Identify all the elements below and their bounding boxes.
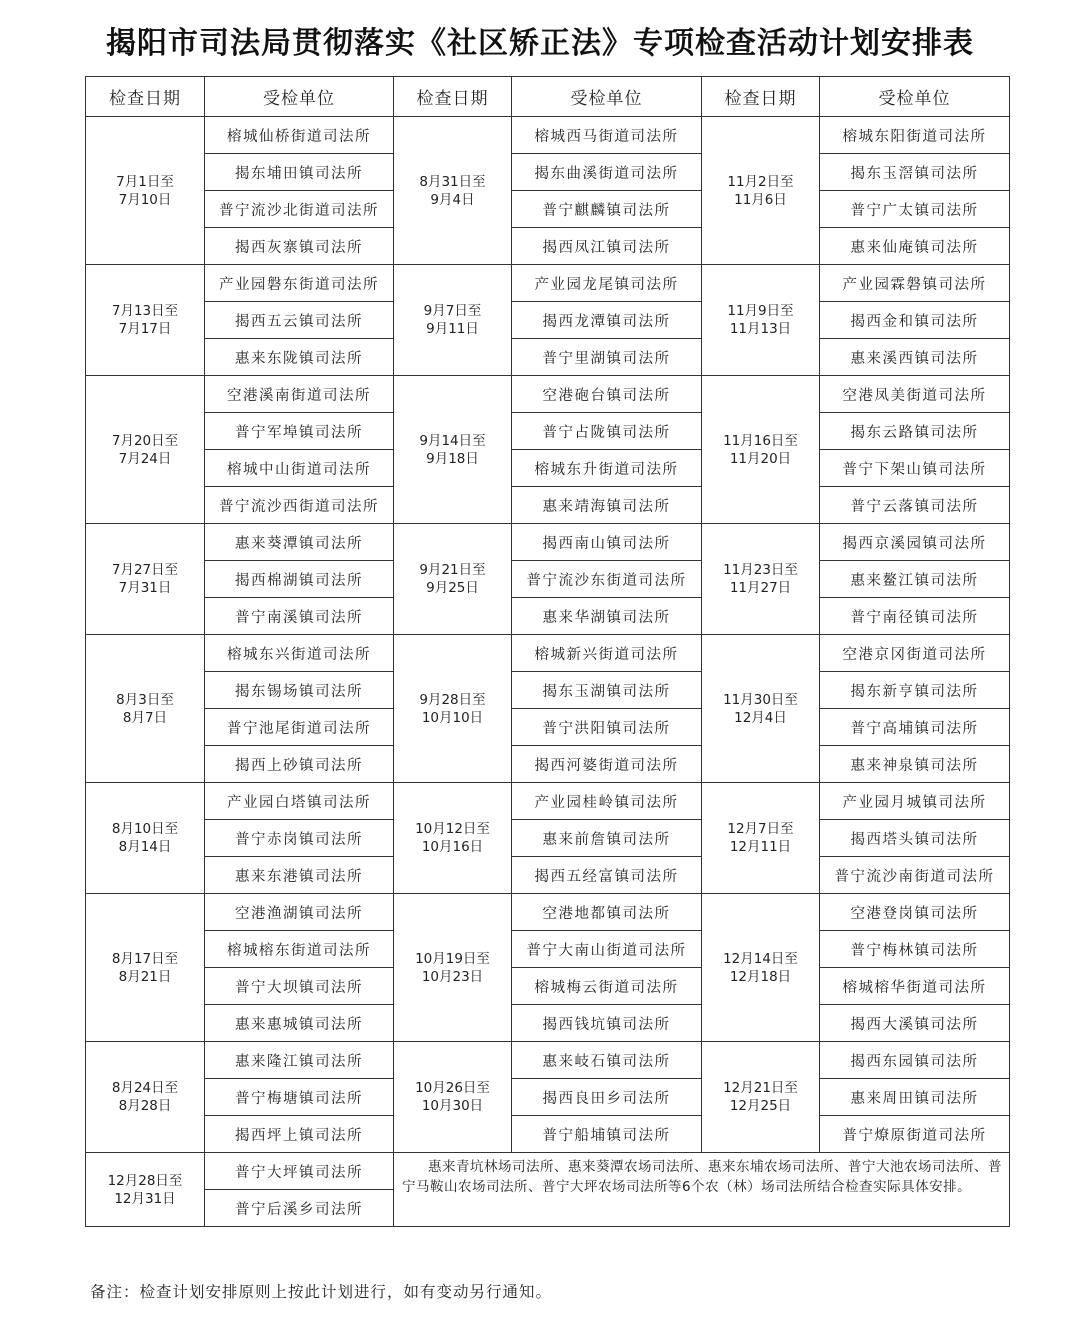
table-row	[86, 413, 1010, 450]
inspected-unit-cell: 普宁流沙南街道司法所	[820, 857, 1010, 894]
inspected-unit-cell: 揭西凤江镇司法所	[512, 228, 702, 265]
inspected-unit-cell: 揭西钱坑镇司法所	[512, 1005, 702, 1042]
header-inspected-unit: 受检单位	[820, 77, 1010, 117]
check-date-cell	[702, 376, 820, 524]
inspected-unit-cell: 普宁梅林镇司法所	[820, 931, 1010, 968]
inspected-unit-cell: 惠来葵潭镇司法所	[205, 524, 394, 561]
check-date-text: 9月11日	[426, 321, 479, 337]
header-inspected-unit: 受检单位	[205, 77, 394, 117]
check-date-text: 7月1日至	[116, 173, 174, 190]
check-date-text: 12月18日	[729, 968, 792, 985]
inspected-unit-cell: 空港地都镇司法所	[512, 894, 702, 931]
inspected-unit-cell: 普宁后溪乡司法所	[205, 1190, 394, 1227]
inspected-unit-cell: 揭西上砂镇司法所	[205, 746, 394, 783]
inspected-unit-cell: 惠来东港镇司法所	[205, 857, 394, 894]
check-date-cell	[86, 635, 205, 783]
check-date-text: 11月23日至	[723, 562, 798, 578]
table-row	[86, 709, 1010, 746]
table-row	[86, 635, 1010, 672]
schedule-body	[86, 117, 1010, 1227]
check-date-text: 8月21日	[118, 968, 172, 985]
inspected-unit-cell: 普宁高埔镇司法所	[820, 709, 1010, 746]
table-row	[86, 820, 1010, 857]
table-row	[86, 1042, 1010, 1079]
inspected-unit-cell: 惠来仙庵镇司法所	[820, 228, 1010, 265]
inspected-unit-cell: 榕城梅云街道司法所	[512, 968, 702, 1005]
table-row	[86, 598, 1010, 635]
inspected-unit-cell: 普宁流沙东街道司法所	[512, 561, 702, 598]
inspected-unit-cell: 榕城新兴街道司法所	[512, 635, 702, 672]
check-date-text: 8月17日至	[111, 950, 179, 967]
table-row	[86, 450, 1010, 487]
inspected-unit-cell: 揭西大溪镇司法所	[820, 1005, 1010, 1042]
inspected-unit-cell: 榕城东阳街道司法所	[820, 117, 1010, 154]
table-row	[86, 672, 1010, 709]
inspected-unit-cell: 揭东埔田镇司法所	[205, 154, 394, 191]
inspected-unit-cell: 惠来惠城镇司法所	[205, 1005, 394, 1042]
check-date-text: 10月30日	[421, 1098, 484, 1114]
table-row	[86, 524, 1010, 561]
check-date-text: 9月21日至	[419, 562, 486, 578]
footer-note: 备注：检查计划安排原则上按此计划进行，如有变动另行通知。	[90, 1283, 553, 1301]
inspected-unit-cell: 榕城西马街道司法所	[512, 117, 702, 154]
inspected-unit-cell: 普宁燎原街道司法所	[820, 1116, 1010, 1153]
table-row	[86, 339, 1010, 376]
check-date-text: 7月20日至	[111, 432, 179, 449]
inspected-unit-cell: 榕城东升街道司法所	[512, 450, 702, 487]
inspected-unit-cell: 空港砲台镇司法所	[512, 376, 702, 413]
page-title: 揭阳市司法局贯彻落实《社区矫正法》专项检查活动计划安排表	[106, 26, 974, 61]
inspected-unit-cell: 揭西龙潭镇司法所	[512, 302, 702, 339]
check-date-cell	[394, 265, 512, 376]
inspected-unit-cell: 普宁大坪镇司法所	[205, 1153, 394, 1190]
inspected-unit-cell: 普宁赤岗镇司法所	[205, 820, 394, 857]
inspected-unit-cell: 产业园白塔镇司法所	[205, 783, 394, 820]
check-date-cell	[86, 1042, 205, 1153]
check-date-text: 7月24日	[118, 450, 172, 467]
inspected-unit-cell: 空港渔湖镇司法所	[205, 894, 394, 931]
inspected-unit-cell: 普宁大南山街道司法所	[512, 931, 702, 968]
header-check-date: 检查日期	[86, 77, 205, 117]
check-date-text: 8月14日	[118, 839, 172, 855]
check-date-cell	[702, 894, 820, 1042]
check-date-text: 12月25日	[729, 1098, 792, 1114]
check-date-text: 7月27日至	[111, 562, 179, 578]
check-date-cell	[702, 524, 820, 635]
inspected-unit-cell: 揭东曲溪街道司法所	[512, 154, 702, 191]
check-date-cell	[702, 783, 820, 894]
check-date-cell	[86, 524, 205, 635]
check-date-text: 9月14日至	[419, 432, 486, 449]
inspected-unit-cell: 普宁广太镇司法所	[820, 191, 1010, 228]
inspected-unit-cell: 惠来东陇镇司法所	[205, 339, 394, 376]
inspected-unit-cell: 揭西河婆街道司法所	[512, 746, 702, 783]
inspected-unit-cell: 普宁大坝镇司法所	[205, 968, 394, 1005]
check-date-text: 10月12日至	[415, 821, 490, 837]
check-date-text: 12月14日至	[723, 950, 798, 967]
header-row	[86, 77, 1010, 117]
table-row	[86, 894, 1010, 931]
check-date-cell	[86, 894, 205, 1042]
table-row	[86, 154, 1010, 191]
inspected-unit-cell: 揭西五云镇司法所	[205, 302, 394, 339]
inspected-unit-cell: 普宁洪阳镇司法所	[512, 709, 702, 746]
inspected-unit-cell: 空港京冈街道司法所	[820, 635, 1010, 672]
check-date-text: 11月6日	[734, 191, 787, 208]
inspected-unit-cell: 揭西良田乡司法所	[512, 1079, 702, 1116]
check-date-cell	[86, 117, 205, 265]
table-row	[86, 117, 1010, 154]
check-date-text: 11月13日	[729, 321, 792, 337]
check-date-cell	[394, 117, 512, 265]
inspected-unit-cell: 揭西五经富镇司法所	[512, 857, 702, 894]
table-row	[86, 1153, 1010, 1190]
inspected-unit-cell: 揭西塔头镇司法所	[820, 820, 1010, 857]
table-row	[86, 228, 1010, 265]
check-date-text: 10月26日至	[415, 1080, 490, 1096]
check-date-text: 12月11日	[729, 839, 792, 855]
check-date-cell	[86, 783, 205, 894]
inspected-unit-cell: 普宁云落镇司法所	[820, 487, 1010, 524]
inspected-unit-cell: 普宁里湖镇司法所	[512, 339, 702, 376]
check-date-text: 8月24日至	[111, 1080, 179, 1096]
check-date-text: 7月10日	[118, 191, 172, 208]
inspected-unit-cell: 榕城仙桥街道司法所	[205, 117, 394, 154]
inspected-unit-cell: 揭西灰寨镇司法所	[205, 228, 394, 265]
check-date-text: 9月25日	[426, 580, 479, 596]
check-date-text: 10月23日	[421, 968, 484, 985]
check-date-cell	[394, 1042, 512, 1153]
check-date-cell	[86, 376, 205, 524]
check-date-text: 12月28日至	[107, 1172, 183, 1189]
inspected-unit-cell: 揭西坪上镇司法所	[205, 1116, 394, 1153]
check-date-text: 10月10日	[421, 709, 484, 726]
inspected-unit-cell: 空港溪南街道司法所	[205, 376, 394, 413]
check-date-cell	[394, 894, 512, 1042]
inspected-unit-cell: 产业园磐东街道司法所	[205, 265, 394, 302]
inspected-unit-cell: 空港登岗镇司法所	[820, 894, 1010, 931]
table-row	[86, 746, 1010, 783]
check-date-text: 12月7日至	[727, 821, 794, 837]
inspected-unit-cell: 普宁池尾街道司法所	[205, 709, 394, 746]
check-date-cell	[394, 635, 512, 783]
table-row	[86, 1005, 1010, 1042]
inspected-unit-cell: 榕城榕华街道司法所	[820, 968, 1010, 1005]
check-date-cell	[86, 265, 205, 376]
inspected-unit-cell: 揭东玉滘镇司法所	[820, 154, 1010, 191]
inspected-unit-cell: 惠来溪西镇司法所	[820, 339, 1010, 376]
check-date-text: 8月28日	[118, 1098, 172, 1114]
inspected-unit-cell: 空港凤美街道司法所	[820, 376, 1010, 413]
check-date-cell	[702, 117, 820, 265]
inspected-unit-cell: 普宁南溪镇司法所	[205, 598, 394, 635]
inspected-unit-cell: 惠来周田镇司法所	[820, 1079, 1010, 1116]
inspected-unit-cell: 揭西京溪园镇司法所	[820, 524, 1010, 561]
check-date-cell	[394, 783, 512, 894]
inspected-unit-cell: 榕城中山街道司法所	[205, 450, 394, 487]
table-row	[86, 968, 1010, 1005]
inspected-unit-cell: 产业园龙尾镇司法所	[512, 265, 702, 302]
inspected-unit-cell: 普宁军埠镇司法所	[205, 413, 394, 450]
table-row	[86, 1116, 1010, 1153]
inspected-unit-cell: 揭东新亨镇司法所	[820, 672, 1010, 709]
inspected-unit-cell: 揭西东园镇司法所	[820, 1042, 1010, 1079]
inspected-unit-cell: 揭西金和镇司法所	[820, 302, 1010, 339]
inspected-unit-cell: 惠来前詹镇司法所	[512, 820, 702, 857]
check-date-text: 12月4日	[734, 709, 787, 726]
inspected-unit-cell: 惠来神泉镇司法所	[820, 746, 1010, 783]
check-date-text: 11月30日至	[723, 691, 798, 708]
inspected-unit-cell: 普宁梅塘镇司法所	[205, 1079, 394, 1116]
farm-offices-note: 惠来青坑林场司法所、惠来葵潭农场司法所、惠来东埔农场司法所、普宁大池农场司法所、普宁马鞍山农场司法所、普宁大坪农场司法所等6个农（林）场司法所结合检查实际具体安排。	[394, 1153, 1010, 1227]
check-date-text: 12月31日	[114, 1190, 176, 1207]
table-row	[86, 561, 1010, 598]
table-row	[86, 487, 1010, 524]
check-date-text: 7月17日	[118, 321, 172, 337]
check-date-text: 8月10日至	[111, 821, 179, 837]
inspected-unit-cell: 普宁占陇镇司法所	[512, 413, 702, 450]
table-row	[86, 857, 1010, 894]
inspected-unit-cell: 惠来鳌江镇司法所	[820, 561, 1010, 598]
inspected-unit-cell: 普宁流沙北街道司法所	[205, 191, 394, 228]
table-row	[86, 302, 1010, 339]
check-date-text: 11月16日至	[723, 432, 798, 449]
check-date-text: 12月21日至	[723, 1080, 798, 1096]
inspected-unit-cell: 普宁船埔镇司法所	[512, 1116, 702, 1153]
table-row	[86, 931, 1010, 968]
header-check-date: 检查日期	[394, 77, 512, 117]
inspected-unit-cell: 揭东玉湖镇司法所	[512, 672, 702, 709]
check-date-text: 11月27日	[729, 580, 792, 596]
check-date-cell	[702, 1042, 820, 1153]
check-date-text: 8月3日至	[116, 691, 174, 708]
check-date-cell	[394, 376, 512, 524]
inspected-unit-cell: 普宁下架山镇司法所	[820, 450, 1010, 487]
inspected-unit-cell: 普宁南径镇司法所	[820, 598, 1010, 635]
header-inspected-unit: 受检单位	[512, 77, 702, 117]
check-date-text: 11月2日至	[727, 173, 794, 190]
check-date-text: 7月31日	[118, 580, 172, 596]
header-check-date: 检查日期	[702, 77, 820, 117]
table-row	[86, 265, 1010, 302]
table-row	[86, 1079, 1010, 1116]
inspected-unit-cell: 榕城东兴街道司法所	[205, 635, 394, 672]
check-date-text: 11月20日	[729, 450, 792, 467]
schedule-table	[85, 76, 1010, 1227]
inspected-unit-cell: 惠来华湖镇司法所	[512, 598, 702, 635]
inspected-unit-cell: 榕城榕东街道司法所	[205, 931, 394, 968]
inspected-unit-cell: 揭东锡场镇司法所	[205, 672, 394, 709]
inspected-unit-cell: 产业园月城镇司法所	[820, 783, 1010, 820]
check-date-cell	[702, 635, 820, 783]
inspected-unit-cell: 揭西棉湖镇司法所	[205, 561, 394, 598]
check-date-cell	[86, 1153, 205, 1227]
check-date-text: 9月7日至	[423, 303, 482, 319]
table-row	[86, 783, 1010, 820]
inspected-unit-cell: 普宁流沙西街道司法所	[205, 487, 394, 524]
check-date-text: 11月9日至	[727, 303, 794, 319]
inspected-unit-cell: 惠来岐石镇司法所	[512, 1042, 702, 1079]
inspected-unit-cell: 揭西南山镇司法所	[512, 524, 702, 561]
check-date-text: 9月4日	[430, 191, 475, 208]
inspected-unit-cell: 惠来隆江镇司法所	[205, 1042, 394, 1079]
inspected-unit-cell: 产业园桂岭镇司法所	[512, 783, 702, 820]
check-date-text: 10月16日	[421, 839, 484, 855]
check-date-text: 10月19日至	[415, 950, 490, 967]
check-date-cell	[702, 265, 820, 376]
table-row	[86, 376, 1010, 413]
table-row	[86, 191, 1010, 228]
inspected-unit-cell: 惠来靖海镇司法所	[512, 487, 702, 524]
check-date-cell	[394, 524, 512, 635]
check-date-text: 8月31日至	[419, 173, 486, 190]
inspected-unit-cell: 产业园霖磐镇司法所	[820, 265, 1010, 302]
inspected-unit-cell: 揭东云路镇司法所	[820, 413, 1010, 450]
check-date-text: 7月13日至	[111, 303, 179, 319]
inspected-unit-cell: 普宁麒麟镇司法所	[512, 191, 702, 228]
check-date-text: 9月28日至	[419, 691, 486, 708]
check-date-text: 9月18日	[426, 450, 479, 467]
check-date-text: 8月7日	[122, 709, 168, 726]
